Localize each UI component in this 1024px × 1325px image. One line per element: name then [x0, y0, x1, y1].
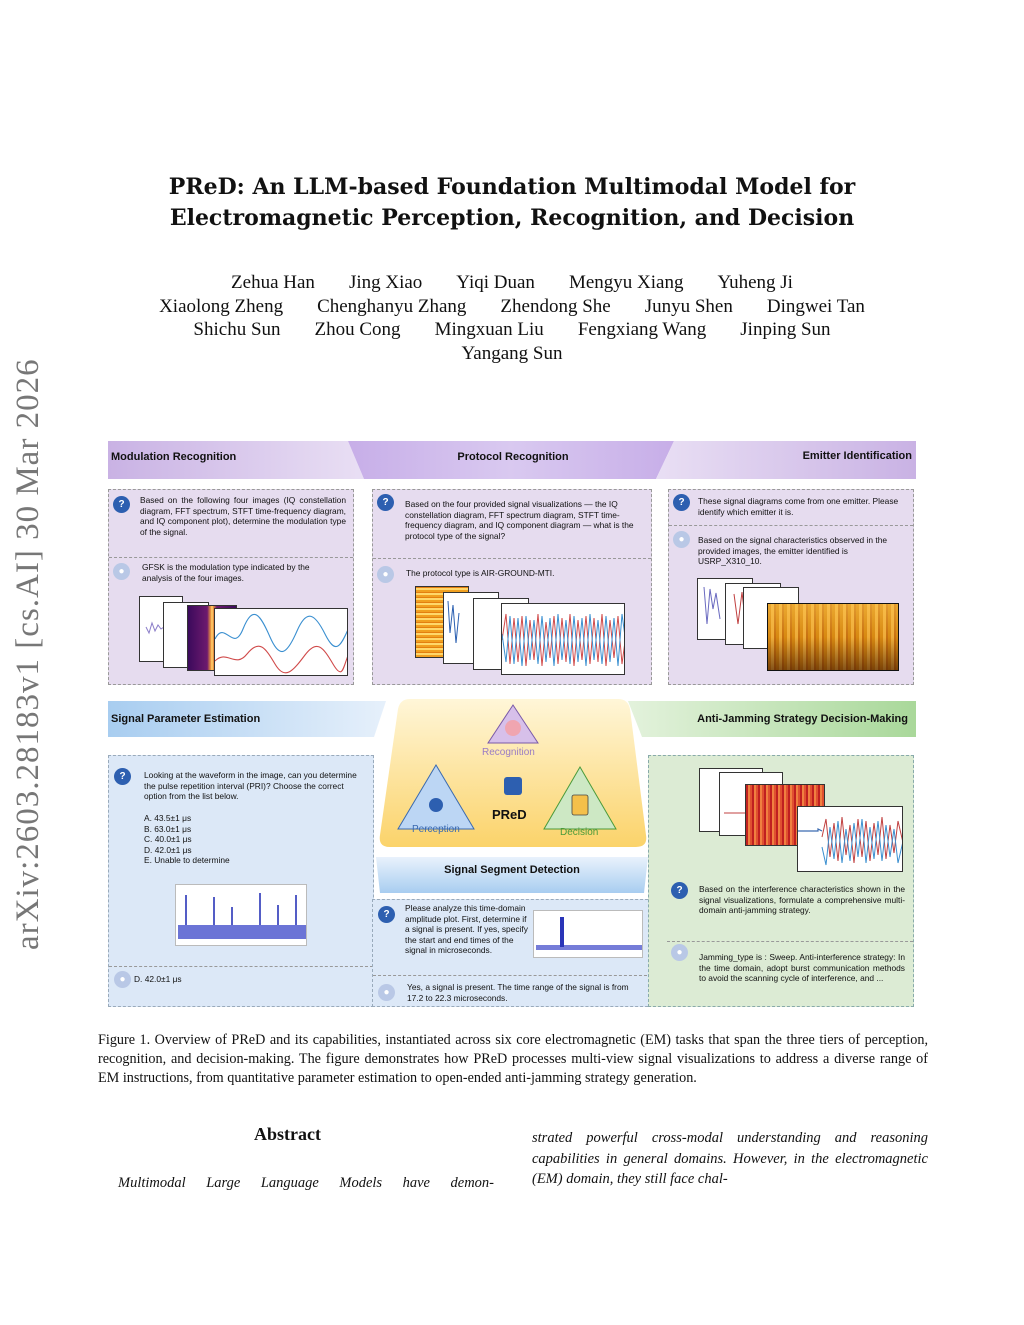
protocol-panel [372, 489, 652, 685]
amplitude-plot [533, 910, 643, 958]
parameter-header: Signal Parameter Estimation [111, 713, 261, 725]
author: Zehua Han [231, 272, 315, 293]
title-line-2: Electromagnetic Perception, Recognition, and Decision [169, 205, 855, 231]
author: Mingxuan Liu [434, 319, 544, 340]
author: Zhou Cong [314, 319, 401, 340]
emitter-question: These signal diagrams come from one emitter. Please identify which emitter it is. [698, 496, 899, 517]
author: Shichu Sun [193, 319, 281, 340]
jamming-question: Based on the interference characteristics shown in the signal visualizations, formulate a comprehensive multi-domain anti-jamming strategy. [699, 884, 905, 916]
abstract-right-column: strated powerful cross-modal understanding and reasoning capabilities in general domains. However, in the electromagnetic (EM) domain, they still face chal- [532, 1130, 928, 1187]
emitter-header: Emitter Identification [802, 450, 912, 462]
answer-icon: ● [673, 531, 690, 548]
brain-icon [505, 720, 521, 736]
question-icon: ? [378, 906, 395, 923]
modulation-panel [108, 489, 354, 685]
parameter-answer: D. 42.0±1 μs [134, 974, 182, 984]
emitter-answer: Based on the signal characteristics observed in the provided images, the emitter identified is USRP_X310_10. [698, 535, 888, 567]
answer-icon: ● [671, 944, 688, 961]
arxiv-identifier: arXiv:2603.28183v1 [cs.AI] 30 Mar 2026 [10, 358, 46, 950]
figure-caption: Figure 1. Overview of PReD and its capabilities, instantiated across six core electromagnetic (EM) tasks that span the three tiers of perception, recognition, and decision-making. The figure demonstrates how PReD processes multi-view signal visualizations to address a diverse range of EM instructions, from quantitative parameter estimation to open-ended anti-jamming strategy generation. [98, 1032, 928, 1087]
author: Junyu Shen [644, 295, 733, 317]
option-b: B. 63.0±1 μs [144, 823, 192, 834]
protocol-question: Based on the four provided signal visualizations — the IQ constellation diagram, FFT spectrum diagram, STFT time-frequency diagram, and IQ component diagram — what is the protocol type of the signal? [405, 499, 634, 541]
author: Fengxiang Wang [577, 319, 707, 340]
title-line-1: PReD: An LLM-based Foundation Multimodal Model for [168, 174, 856, 200]
author: Mengyu Xiang [568, 272, 684, 293]
chip-icon [504, 777, 522, 795]
magnifier-icon [429, 798, 443, 812]
abstract-left-column: Multimodal Large Language Models have demon- [118, 1175, 494, 1191]
jamming-header: Anti-Jamming Strategy Decision-Making [697, 713, 908, 725]
question-icon: ? [671, 882, 688, 899]
question-icon: ? [673, 494, 690, 511]
author: Yuheng Ji [717, 272, 793, 293]
question-icon: ? [114, 768, 131, 785]
protocol-header: Protocol Recognition [457, 451, 569, 463]
segment-question: Please analyze this time-domain amplitude plot. First, determine if a signal is present. If yes, specify the start and end times of the signal in microseconds. [405, 903, 528, 956]
modulation-question: Based on the following four images (IQ constellation diagram, FFT spectrum, STFT time-frequency diagram, and IQ component plot), determine the modulation type of the signal. [140, 495, 346, 537]
jamming-panel [648, 755, 914, 1007]
author: Zhendong She [500, 295, 611, 317]
question-icon: ? [377, 494, 394, 511]
answer-icon: ● [377, 566, 394, 583]
author-row [0, 342, 1024, 366]
divider [667, 941, 913, 942]
protocol-answer: The protocol type is AIR-GROUND-MTI. [406, 568, 555, 578]
segment-answer: Yes, a signal is present. The time range of the signal is from 17.2 to 22.3 microseconds. [407, 982, 629, 1003]
parameter-options [144, 813, 344, 866]
segment-header: Signal Segment Detection [444, 864, 580, 876]
parameter-panel [108, 755, 374, 1007]
pulse-waveform-plot [175, 884, 307, 946]
abstract-heading: Abstract [254, 1124, 321, 1144]
jamming-answer: Jamming_type is : Sweep. Anti-interference strategy: In the time domain, adopt burst communication methods to avoid the scanning cycle of interference, and ... [699, 952, 905, 984]
jamming-iq-plot [797, 806, 903, 872]
author: Dingwei Tan [766, 295, 865, 317]
author: Chenghanyu Zhang [317, 295, 467, 317]
option-e: E. Unable to determine [144, 855, 230, 866]
parameter-question: Looking at the waveform in the image, can you determine the pulse repetition interval (PRI)? Choose the correct option from the list below. [144, 770, 357, 802]
divider [109, 966, 373, 967]
author: Jinping Sun [740, 319, 831, 340]
divider [373, 558, 651, 559]
paper-title [0, 172, 1024, 234]
modulation-header: Modulation Recognition [111, 451, 237, 463]
question-icon: ? [113, 496, 130, 513]
divider [109, 557, 353, 558]
segment-panel [372, 899, 653, 1007]
author: Xiaolong Zheng [159, 295, 284, 317]
option-d: D. 42.0±1 μs [144, 844, 192, 855]
heatmap-shade [768, 604, 898, 670]
author-row [0, 318, 1024, 342]
recognition-label: Recognition [482, 747, 535, 758]
iq-component-plot [214, 608, 348, 676]
answer-icon: ● [114, 971, 131, 988]
modulation-answer: GFSK is the modulation type indicated by the analysis of the four images. [142, 562, 310, 583]
emitter-panel [668, 489, 914, 685]
pred-label: PReD [492, 807, 527, 822]
author: Yiqi Duan [456, 272, 535, 293]
decision-label: Decision [560, 827, 599, 838]
author-row [0, 271, 1024, 295]
divider [373, 975, 652, 976]
answer-icon: ● [113, 563, 130, 580]
perception-label: Perception [412, 824, 460, 835]
option-a: A. 43.5±1 μs [144, 813, 192, 823]
option-c: C. 40.0±1 μs [144, 834, 192, 845]
author: Jing Xiao [348, 272, 423, 293]
figure-overview [108, 437, 916, 1012]
emitter-stft-plot [767, 603, 899, 671]
clipboard-icon [572, 795, 588, 815]
author-row [0, 295, 1024, 319]
divider [669, 525, 913, 526]
answer-icon: ● [378, 984, 395, 1001]
iq-waveform-plot [501, 603, 625, 675]
author-list [0, 271, 1024, 365]
author: Yangang Sun [461, 342, 563, 364]
